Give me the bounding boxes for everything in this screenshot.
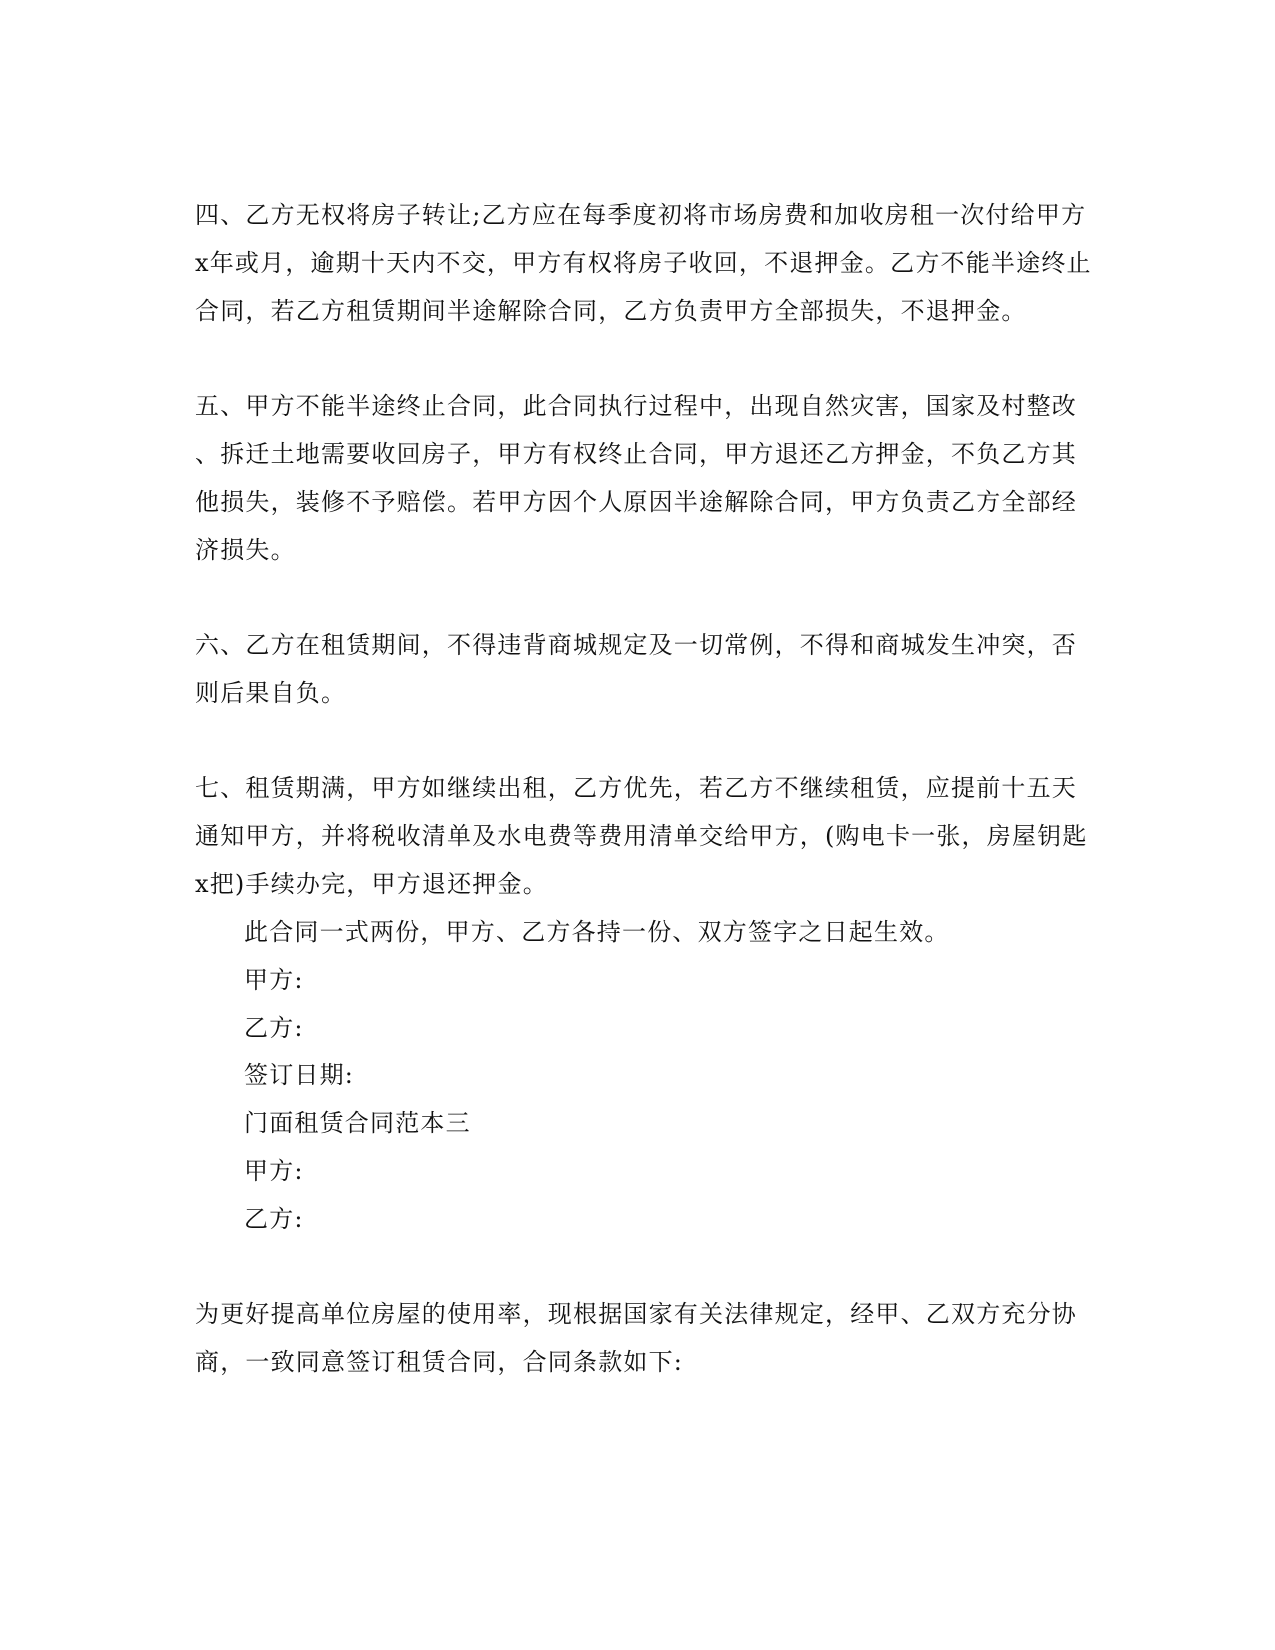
clause-4-line-2: x年或月，逾期十天内不交，甲方有权将房子收回，不退押金。乙方不能半途终止 [195,249,1092,277]
closing-statement: 此合同一式两份，甲方、乙方各持一份、双方签字之日起生效。 [244,918,950,946]
clause-4-line-3: 合同，若乙方租赁期间半途解除合同，乙方负责甲方全部损失，不退押金。 [195,297,1027,325]
party-b-label-2: 乙方: [244,1205,304,1233]
party-a-label-2: 甲方: [244,1157,304,1185]
signing-date-label: 签订日期: [244,1061,355,1089]
clause-5-line-1: 五、甲方不能半途终止合同，此合同执行过程中，出现自然灾害，国家及村整改 [195,392,1077,420]
clause-5-line-4: 济损失。 [195,536,296,564]
party-b-label: 乙方: [244,1014,304,1042]
template-title: 门面租赁合同范本三 [244,1109,471,1137]
clause-6-line-1: 六、乙方在租赁期间，不得违背商城规定及一切常例，不得和商城发生冲突，否 [195,631,1077,659]
preamble-line-1: 为更好提高单位房屋的使用率，现根据国家有关法律规定，经甲、乙双方充分协 [195,1300,1077,1328]
clause-4-line-1: 四、乙方无权将房子转让;乙方应在每季度初将市场房费和加收房租一次付给甲方 [195,201,1087,229]
preamble-line-2: 商，一致同意签订租赁合同，合同条款如下: [195,1348,684,1376]
clause-7-line-1: 七、租赁期满，甲方如继续出租，乙方优先，若乙方不继续租赁，应提前十五天 [195,774,1077,802]
clause-5-line-3: 他损失，装修不予赔偿。若甲方因个人原因半途解除合同，甲方负责乙方全部经 [195,488,1077,516]
clause-6-line-2: 则后果自负。 [195,679,347,707]
clause-7-line-3: x把)手续办完，甲方退还押金。 [195,870,548,898]
clause-5-line-2: 、拆迁土地需要收回房子，甲方有权终止合同，甲方退还乙方押金，不负乙方其 [195,440,1077,468]
party-a-label: 甲方: [244,966,304,994]
clause-7-line-2: 通知甲方，并将税收清单及水电费等费用清单交给甲方，(购电卡一张，房屋钥匙 [195,822,1088,850]
